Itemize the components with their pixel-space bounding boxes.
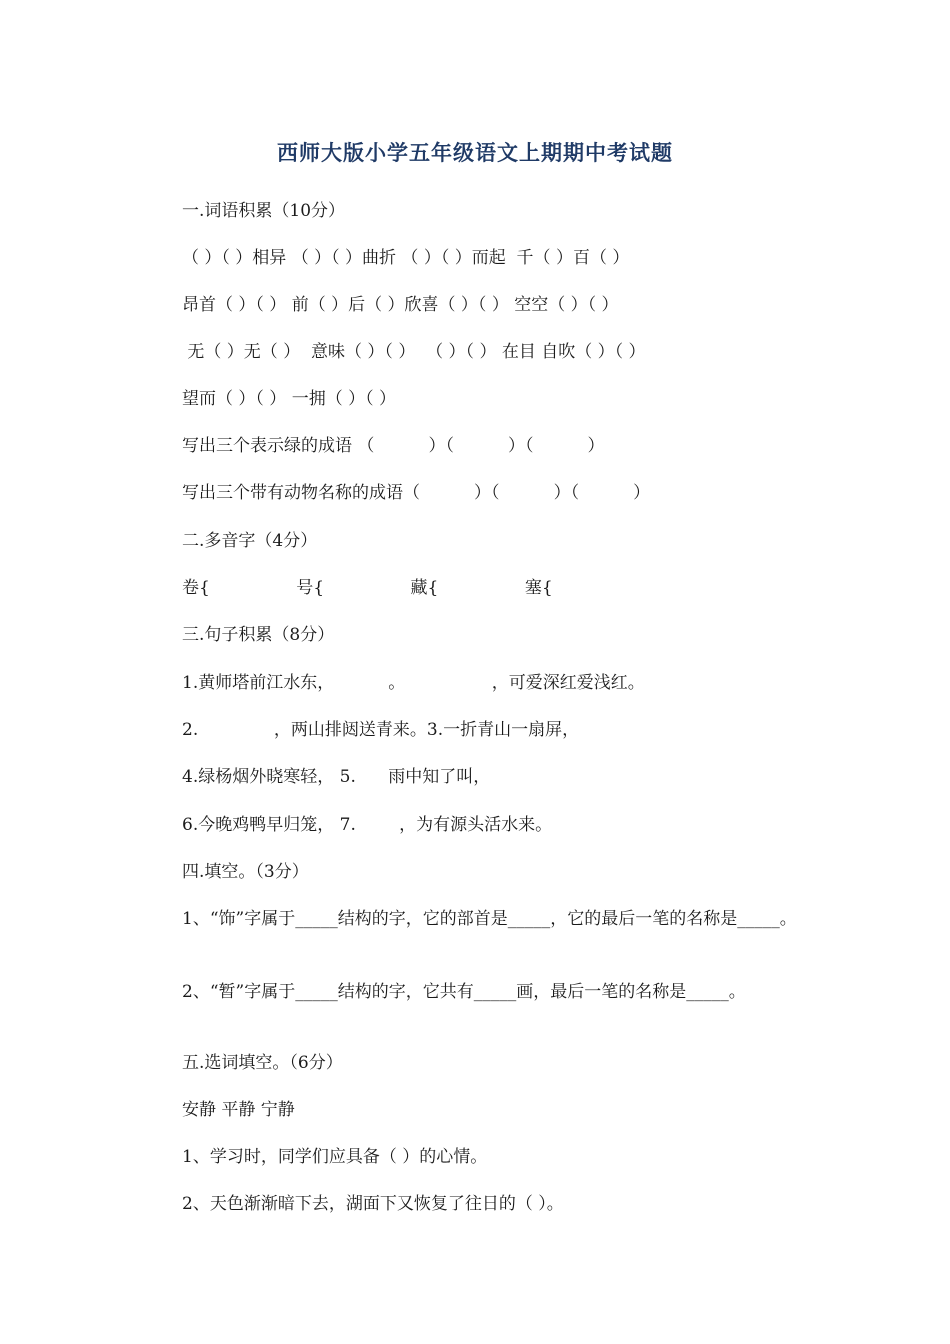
section-5-heading: 五.选词填空。（6分） <box>182 1053 343 1073</box>
sentence-4-5: 4.绿杨烟外晓寒轻， 5. 雨中知了叫， <box>182 767 491 787</box>
choice-question-1: 1、学习时，同学们应具备（ ）的心情。 <box>182 1147 488 1167</box>
animal-idioms-prompt: 写出三个带有动物名称的成语（ ）（ ）（ ） <box>182 483 651 503</box>
sentence-6-7: 6.今晚鸡鸭早归笼， 7. ，为有源头活水来。 <box>182 815 553 835</box>
section-4-heading: 四.填空。（3分） <box>182 862 309 882</box>
idiom-row-4: 望而（ ）（ ） 一拥（ ）（ ） <box>182 389 397 409</box>
fill-blank-1: 1、“饰”字属于_____结构的字，它的部首是_____，它的最后一笔的名称是_____。 <box>182 909 797 929</box>
fill-blank-2: 2、“暂”字属于_____结构的字，它共有_____画，最后一笔的名称是_____。 <box>182 982 746 1002</box>
page-title: 西师大版小学五年级语文上期期中考试题 <box>277 141 673 165</box>
sentence-2-3: 2. ，两山排闼送青来。3.一折青山一扇屏， <box>182 720 580 740</box>
section-1-heading: 一.词语积累（10分） <box>182 201 346 221</box>
section-2-heading: 二.多音字（4分） <box>182 531 318 551</box>
choice-question-2: 2、天色渐渐暗下去，湖面下又恢复了往日的（ ）。 <box>182 1194 564 1214</box>
polyphonic-row: 卷{ 号{ 藏{ 塞{ <box>182 578 553 598</box>
idiom-row-1: （ ）（ ）相异 （ ）（ ）曲折 （ ）（ ）而起 千（ ）百（ ） <box>182 248 630 268</box>
sentence-1: 1.黄师塔前江水东， 。 ，可爱深红爱浅红。 <box>182 673 645 693</box>
section-3-heading: 三.句子积累（8分） <box>182 625 335 645</box>
green-idioms-prompt: 写出三个表示绿的成语 （ ）（ ）（ ） <box>182 436 605 456</box>
word-choices: 安静 平静 宁静 <box>182 1100 295 1120</box>
idiom-row-2: 昂首（ ）（ ） 前（ ）后（ ）欣喜（ ）（ ） 空空（ ）（ ） <box>182 295 619 315</box>
idiom-row-3: 无（ ）无（ ） 意味（ ）（ ） （ ）（ ） 在目 自吹（ ）（ ） <box>182 342 646 362</box>
